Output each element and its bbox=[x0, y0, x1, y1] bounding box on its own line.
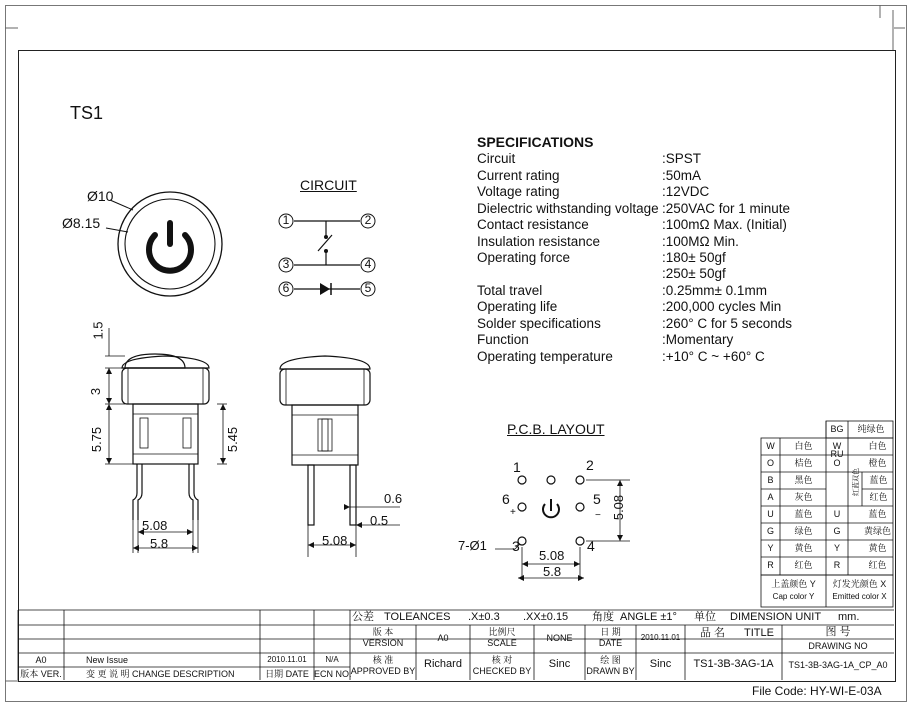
color-table-cell: G bbox=[766, 526, 774, 536]
emit-color-en: Emitted color X bbox=[832, 592, 887, 601]
angle-en: ANGLE ±1° bbox=[620, 611, 677, 623]
drawing-no-cn: 图 号 bbox=[825, 626, 851, 638]
dim-diameter-8-15: Ø8.15 bbox=[62, 215, 101, 231]
circuit-title: CIRCUIT bbox=[300, 177, 357, 193]
color-table-cell: 绿色 bbox=[794, 526, 813, 536]
checked-en: CHECKED BY bbox=[472, 666, 532, 676]
pcb-pin-4: 4 bbox=[587, 538, 595, 554]
scale-val: NONE bbox=[546, 633, 573, 643]
dim-5-8-side: 5.8 bbox=[150, 536, 169, 551]
color-table-cell: 桔色 bbox=[794, 458, 813, 468]
tol-xx: .XX±0.15 bbox=[523, 611, 569, 623]
version-en: VERSION bbox=[362, 638, 404, 648]
drawing-no-en: DRAWING NO bbox=[808, 641, 868, 651]
tol-en: TOLEANCES bbox=[384, 611, 451, 623]
color-table-ru-cn: 红蓝双色 bbox=[853, 468, 860, 496]
pcb-pin-3: 3 bbox=[512, 538, 520, 554]
spec-value: :260° C for 5 seconds bbox=[662, 316, 792, 331]
spec-value: :SPST bbox=[662, 151, 702, 166]
tol-cn: 公差 bbox=[352, 611, 374, 623]
spec-value: :100mΩ Max. (Initial) bbox=[662, 217, 787, 232]
part-title: TS1 bbox=[70, 103, 104, 123]
circuit-pin-6: 6 bbox=[282, 281, 290, 295]
pcb-title: P.C.B. LAYOUT bbox=[507, 421, 605, 437]
drawn-cn: 绘 图 bbox=[600, 655, 621, 665]
color-table-cell: W bbox=[766, 441, 775, 451]
color-table-cell: 橙色 bbox=[868, 458, 887, 468]
pcb-pin-5: 5 bbox=[593, 491, 601, 507]
spec-label: Voltage rating bbox=[477, 184, 560, 199]
dim-5-75: 5.75 bbox=[89, 426, 105, 453]
color-table-cell: 白色 bbox=[868, 441, 887, 451]
color-table-cell: 蓝色 bbox=[869, 475, 888, 485]
hdr-desc: 变 更 说 明 CHANGE DESCRIPTION bbox=[86, 669, 235, 679]
circuit-pin-3: 3 bbox=[282, 257, 290, 271]
spec-value: :250VAC for 1 minute bbox=[662, 201, 791, 216]
unit-cn: 单位 bbox=[694, 611, 716, 623]
color-table-cell: 黑色 bbox=[794, 475, 813, 485]
date-cn: 日 期 bbox=[600, 627, 621, 637]
color-table-header-cn: 纯绿色 bbox=[857, 424, 885, 434]
dim-5-45: 5.45 bbox=[225, 426, 241, 453]
emit-color-cn: 灯发光颜色 X bbox=[832, 579, 887, 589]
color-table-cell: U bbox=[833, 509, 841, 519]
pcb-minus-sign: − bbox=[595, 510, 601, 521]
color-table-cell: R bbox=[833, 560, 841, 570]
spec-value: :250± 50gf bbox=[662, 266, 726, 281]
color-table-cell: 蓝色 bbox=[868, 509, 887, 519]
drawing-no-val: TS1-3B-3AG-1A_CP_A0 bbox=[788, 660, 888, 670]
scale-en: SCALE bbox=[487, 638, 517, 648]
pcb-pin-6: 6 bbox=[502, 491, 510, 507]
approved-val: Richard bbox=[424, 658, 462, 670]
approved-cn: 核 准 bbox=[372, 655, 394, 665]
circuit-pin-4: 4 bbox=[364, 257, 372, 271]
dim-0-6: 0.6 bbox=[384, 491, 403, 506]
spec-label: Insulation resistance bbox=[477, 234, 601, 249]
color-table-cell: W bbox=[832, 441, 842, 451]
version-val: A0 bbox=[437, 633, 449, 643]
dim-5-08-profile: 5.08 bbox=[322, 533, 348, 548]
file-code: File Code: HY-WI-E-03A bbox=[752, 684, 882, 698]
spec-label: Contact resistance bbox=[477, 217, 589, 232]
pcb-plus-sign: + bbox=[510, 507, 516, 518]
drawn-en: DRAWN BY bbox=[586, 666, 635, 676]
color-table-cell: 红色 bbox=[794, 560, 813, 570]
spec-value: :180± 50gf bbox=[662, 250, 726, 265]
title-en: TITLE bbox=[744, 627, 774, 639]
spec-value: :200,000 cycles Min bbox=[662, 299, 782, 314]
spec-label: Operating life bbox=[477, 299, 558, 314]
date-val: 2010.11.01 bbox=[640, 633, 681, 642]
approved-en: APPROVED BY bbox=[350, 666, 416, 676]
color-table-cell: Y bbox=[767, 543, 774, 553]
color-table-cell: 黄绿色 bbox=[863, 526, 891, 536]
color-table-cell: 红色 bbox=[869, 492, 888, 502]
rev-ecn: N/A bbox=[325, 655, 339, 664]
circuit-pin-1: 1 bbox=[282, 213, 290, 227]
rev-ver: A0 bbox=[35, 655, 47, 665]
unit-val: mm. bbox=[838, 611, 860, 623]
color-table-cell: A bbox=[767, 492, 774, 502]
pcb-dim-5-08-h: 5.08 bbox=[539, 548, 565, 563]
color-table-cell: R bbox=[767, 560, 774, 570]
color-table-cell: O bbox=[766, 458, 774, 468]
dim-diameter-10: Ø10 bbox=[87, 188, 114, 204]
specs-title: SPECIFICATIONS bbox=[477, 134, 594, 150]
version-cn: 版 本 bbox=[372, 627, 394, 637]
color-table-cell: 黄色 bbox=[794, 543, 813, 553]
color-table-cell: 蓝色 bbox=[794, 509, 813, 519]
cap-color-cn: 上盖颜色 Y bbox=[771, 579, 816, 589]
checked-val: Sinc bbox=[548, 658, 571, 670]
color-table-cell: G bbox=[833, 526, 841, 536]
pcb-pin-2: 2 bbox=[586, 457, 594, 473]
dim-1-5: 1.5 bbox=[90, 321, 106, 340]
spec-value: :+10° C ~ +60° C bbox=[662, 349, 765, 364]
dim-5-08-side: 5.08 bbox=[142, 518, 168, 533]
circuit-pin-5: 5 bbox=[364, 281, 372, 295]
color-table-cell: U bbox=[767, 509, 774, 519]
color-table-cell: 黄色 bbox=[868, 543, 887, 553]
dim-3: 3 bbox=[88, 387, 104, 396]
spec-label: Dielectric withstanding voltage bbox=[477, 201, 659, 216]
color-table-cell: 灰色 bbox=[794, 492, 813, 502]
hdr-ecn: ECN NO. bbox=[314, 669, 352, 679]
title-val: TS1-3B-3AG-1A bbox=[693, 658, 774, 670]
spec-value: :100MΩ Min. bbox=[662, 234, 739, 249]
checked-cn: 核 对 bbox=[491, 655, 513, 665]
pcb-pin-1: 1 bbox=[513, 459, 521, 475]
spec-value: :12VDC bbox=[662, 184, 710, 199]
angle-cn: 角度 bbox=[592, 611, 614, 623]
rev-desc: New Issue bbox=[86, 655, 129, 665]
dim-0-5: 0.5 bbox=[370, 513, 389, 528]
spec-label: Total travel bbox=[477, 283, 543, 298]
hdr-date: 日期 DATE bbox=[265, 669, 309, 679]
color-table-header: BG bbox=[830, 424, 844, 434]
spec-label: Operating force bbox=[477, 250, 571, 265]
color-table-cell: B bbox=[767, 475, 774, 485]
scale-cn: 比例尺 bbox=[488, 627, 516, 637]
color-table-cell: O bbox=[833, 458, 841, 468]
circuit-pin-2: 2 bbox=[364, 213, 372, 227]
date-en: DATE bbox=[598, 638, 623, 648]
color-table-cell: Y bbox=[833, 543, 840, 553]
cap-color-en: Cap color Y bbox=[772, 592, 815, 601]
rev-date: 2010.11.01 bbox=[267, 655, 307, 664]
spec-label: Current rating bbox=[477, 168, 560, 183]
pcb-hole-spec: 7-Ø1 bbox=[458, 538, 487, 553]
title-cn: 品 名 bbox=[700, 627, 726, 639]
hdr-ver: 版本 VER. bbox=[20, 669, 62, 679]
color-table-cell: RU bbox=[830, 449, 844, 459]
tol-x: .X±0.3 bbox=[468, 611, 500, 623]
spec-label: Function bbox=[477, 332, 529, 347]
color-table-cell: 白色 bbox=[794, 441, 813, 451]
drawn-val: Sinc bbox=[649, 658, 672, 670]
unit-en: DIMENSION UNIT bbox=[730, 611, 822, 623]
color-table-cell: 红色 bbox=[868, 560, 887, 570]
spec-label: Circuit bbox=[477, 151, 516, 166]
spec-value: :0.25mm± 0.1mm bbox=[662, 283, 767, 298]
spec-value: :50mA bbox=[662, 168, 702, 183]
spec-label: Solder specifications bbox=[477, 316, 601, 331]
spec-label: Operating temperature bbox=[477, 349, 613, 364]
spec-value: :Momentary bbox=[662, 332, 734, 347]
pcb-dim-5-8: 5.8 bbox=[543, 564, 562, 579]
pcb-dim-5-08-v: 5.08 bbox=[611, 494, 627, 521]
